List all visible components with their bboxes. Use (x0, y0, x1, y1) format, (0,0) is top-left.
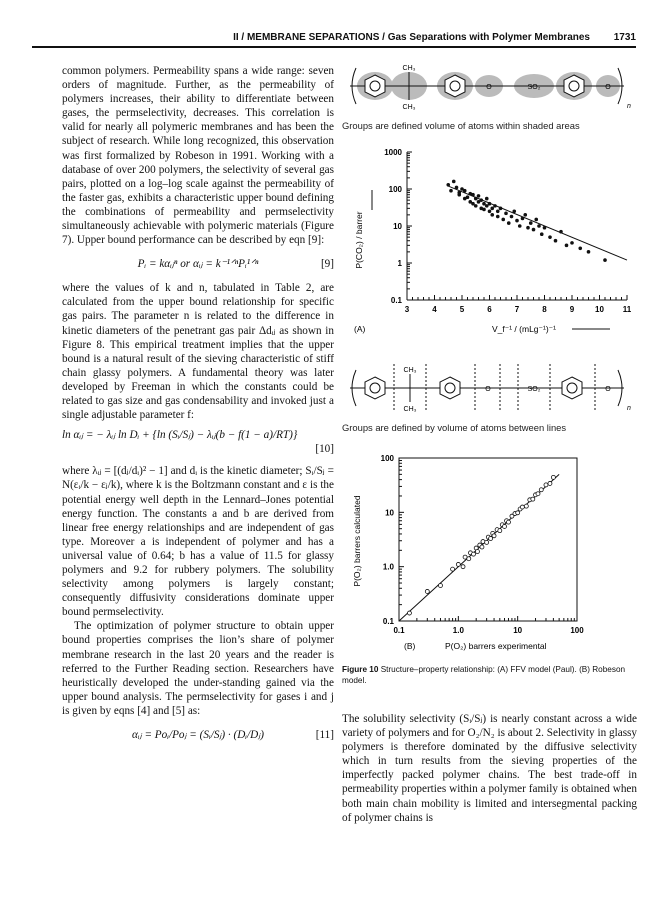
y-axis-label: P(CO₂) / barrer (354, 211, 364, 269)
label-b-o-2: O (605, 386, 611, 393)
data-point (463, 189, 467, 193)
left-column (62, 64, 334, 746)
data-point (507, 221, 511, 225)
equation-9-number: [9] (320, 258, 334, 271)
structure-b (342, 360, 637, 420)
data-point (475, 550, 479, 554)
x-tick-label: 8 (542, 305, 547, 314)
data-point (438, 584, 442, 588)
data-point (479, 198, 483, 202)
y-tick-label: 0.1 (382, 617, 394, 626)
equation-11 (62, 724, 334, 746)
equation-10-body: ln αᵢⱼ = − λᵢⱼ ln Dᵢ + {ln (Sᵢ/Sⱼ) − λᵢⱼ(b − f(1 − a)/RT)} (62, 429, 298, 442)
data-point (548, 235, 552, 239)
data-point (485, 197, 489, 201)
ring-b-2 (440, 377, 460, 399)
label-ch3-bottom: CH₃ (402, 104, 416, 111)
data-point (456, 562, 460, 566)
equation-10-number: [10] (315, 443, 334, 456)
y-tick-label: 10 (385, 508, 394, 518)
label-b-ch3-top: CH₃ (403, 367, 417, 374)
data-point (524, 504, 528, 508)
x-tick-label: 9 (569, 305, 575, 314)
panel-label: (B) (404, 641, 416, 651)
y-axis-label: P(O₂) barrers calculated (352, 495, 362, 587)
benzene-ring-1 (365, 75, 385, 97)
x-tick-label: 4 (432, 305, 437, 314)
y-tick-label: 100 (380, 454, 394, 463)
data-point (512, 209, 516, 213)
data-point (501, 218, 505, 222)
data-point (482, 208, 486, 212)
data-point (534, 218, 538, 222)
label-ch3-top: CH₃ (402, 65, 416, 72)
data-point (536, 492, 540, 496)
data-point (480, 545, 484, 549)
structure-a (342, 58, 637, 118)
data-point (523, 213, 527, 217)
ring-b-1 (365, 377, 385, 399)
x-tick-label: 10 (513, 626, 523, 635)
paragraph-1: common polymers. Permeability spans a wide range: seven orders of magnitude. Further, as the permeability of polymers increases, their ability to differentiate between gases, the permselectivity, decreases. This correlation is valid for nearly all polymeric membranes and has been the subject of research. While long recognized, this observation was first formalized by Robeson in 1991. Working with a database of over 200 polymers, the selectivity of several gas pairs, plotted on a log–log scale against the permeability of the faster gas, exhibits a characteristic upper bound defining the combinations of permeability and permselectivity simultaneously achievable with polymeric materials (Figure 7). Upper bound performance can be described by eqn [9]: (62, 65, 334, 247)
structure-b-caption: Groups are defined by volume of atoms between lines (342, 422, 567, 433)
data-point (467, 557, 471, 561)
panel-label: (A) (354, 324, 366, 334)
data-point (493, 204, 497, 208)
benzene-ring-2 (445, 75, 465, 97)
y-tick-label: 0.1 (390, 296, 402, 305)
data-point (488, 202, 492, 206)
data-point (520, 505, 524, 509)
data-point (455, 186, 459, 190)
x-tick-label: 100 (570, 626, 584, 635)
label-b-so2: SO₂ (527, 386, 541, 393)
data-point (540, 232, 544, 236)
x-axis-label: V_f⁻¹ / (mLg⁻¹)⁻¹ (492, 324, 556, 334)
data-point (496, 209, 500, 213)
data-point (498, 529, 502, 533)
label-n: n (627, 103, 631, 110)
data-point (503, 524, 507, 528)
page-number: 1731 (613, 32, 636, 43)
paragraph-3: where λᵢⱼ = [(dⱼ/dᵢ)² − 1] and dᵢ is the kinetic diameter; Sᵢ/Sⱼ = N(εᵢ/k − εⱼ/k), where k is the Boltzmann constant and ε is the potential energy well depth in the Lennard–Jones potential energy function. The constants a and b are derived from linear free energy relationships and are independent of gas type. Moreover a is independent of polymer and has a universal value of 0.64; b has a value of 11.5 for glassy polymers and 9.2 for rubbery polymers. The solubility selectivity among polymers is largely constant; consequently diffusivity considerations dominate upper bound permselectivity. (62, 465, 334, 619)
data-point (457, 193, 461, 197)
label-b-ch3-bottom: CH₃ (403, 406, 417, 413)
data-point (466, 195, 470, 199)
figure-caption-text: Structure–property relationship: (A) FFV model (Paul). (B) Robeson model. (342, 665, 626, 685)
x-axis-label: P(O₂) barrers experimental (445, 641, 547, 651)
data-point (559, 230, 563, 234)
data-point (539, 488, 543, 492)
benzene-ring-3 (564, 75, 584, 97)
data-point (603, 258, 607, 262)
x-tick-label: 11 (622, 305, 632, 314)
data-point (471, 193, 475, 197)
x-tick-label: 3 (404, 305, 410, 314)
data-point (551, 475, 555, 479)
data-point (526, 226, 530, 230)
data-point (532, 228, 536, 232)
paragraph-2: where the values of k and n, tabulated in Table 2, are calculated from the upper bound relationship for specific gas pairs. The parameter n is related to the difference in kinetic diameters of the penetrant gas pair Δdᵢⱼ as shown in Figure 8. This empirical treatment implies that the upper bound is a natural result of the sieving characteristic of stiff chain glassy polymers. A fundamental theory was later developed by Freeman in which the constants could be related to gas size and gas condensability and invoked just a single adjustable parameter f: (62, 282, 334, 422)
data-point (461, 565, 465, 569)
data-point (504, 212, 508, 216)
equation-9 (62, 253, 334, 275)
label-so2: SO₂ (527, 84, 541, 91)
x-tick-label: 1.0 (452, 626, 464, 635)
data-point (548, 481, 552, 485)
structure-a-caption: Groups are defined volume of atoms within shaded areas (342, 120, 580, 131)
data-point (488, 209, 492, 213)
data-point (451, 567, 455, 571)
data-point (492, 534, 496, 538)
chart-b (342, 446, 637, 658)
figure-label: Figure 10 (342, 665, 379, 674)
data-point (407, 611, 411, 615)
y-tick-label: 1 (397, 259, 402, 268)
data-point (471, 552, 475, 556)
figure-caption (342, 664, 637, 686)
data-point (570, 241, 574, 245)
data-point (578, 246, 582, 250)
data-point (531, 497, 535, 501)
equation-11-number: [11] (315, 729, 334, 742)
data-point (485, 540, 489, 544)
y-tick-label: 100 (388, 185, 402, 194)
label-b-o-1: O (485, 386, 491, 393)
right-paragraph: The solubility selectivity (Sᵢ/Sⱼ) is nearly constant across a wide variety of polymers and for O₂/N₂ is about 2. Selectivity in glassy polymers is therefore dominated by the diffusive selectivity which in turn results from the sieving properties of the imperfectly packed polymer chains. The best trade-off in permeability properties within a polymer family is obtained when both main chain mobility is limited and intersegmental packing of polymer chains is (342, 713, 637, 824)
data-point (529, 221, 533, 225)
data-point (496, 215, 500, 219)
data-point (490, 207, 494, 211)
equation-10 (62, 428, 334, 456)
x-tick-label: 10 (595, 305, 604, 314)
running-header (32, 32, 636, 48)
data-point (489, 536, 493, 540)
data-point (474, 204, 478, 208)
label-o-2: O (605, 84, 611, 91)
data-point (499, 207, 503, 211)
data-point (446, 183, 450, 187)
x-tick-label: 7 (514, 305, 520, 314)
equation-9-body: Pᵢ = kαᵢⱼⁿ or αᵢⱼ = k⁻¹ᐟⁿPᵢ¹ᐟⁿ (137, 258, 259, 271)
right-column-text (342, 712, 637, 825)
data-point (490, 213, 494, 217)
data-point (516, 511, 520, 515)
data-point (506, 520, 510, 524)
x-tick-label: 0.1 (393, 626, 405, 635)
equation-11-body: αᵢⱼ = Poᵢ/Poⱼ = (Sᵢ/Sⱼ) · (Dᵢ/Dⱼ) (132, 729, 264, 742)
data-point (452, 180, 456, 184)
data-point (565, 244, 569, 248)
x-tick-label: 6 (487, 305, 492, 314)
data-point (518, 224, 522, 228)
data-point (474, 197, 478, 201)
data-point (449, 189, 453, 193)
x-tick-label: 5 (459, 305, 465, 314)
data-point (544, 483, 548, 487)
data-point (543, 226, 547, 230)
header-title: II / MEMBRANE SEPARATIONS / Gas Separations with Polymer Membranes (233, 32, 590, 43)
paragraph-4: The optimization of polymer structure to obtain upper bound properties comprises the lion’s share of polymer membrane research in the last 20 years and the reader is referred to the Further Reading section. Researchers have heuristically developed the under-standing gained via the upper bound analysis. The permselectivity for gases i and j is given by eqns [4] and [5] as: (62, 620, 334, 717)
data-point (477, 194, 481, 198)
y-tick-label: 1000 (384, 148, 402, 157)
data-point (554, 239, 558, 243)
data-point (515, 219, 519, 223)
label-o-1: O (486, 84, 492, 91)
ring-b-3 (562, 377, 582, 399)
chart-a (342, 140, 637, 340)
y-tick-label: 1.0 (382, 562, 394, 572)
data-point (510, 215, 514, 219)
data-point (521, 217, 525, 221)
data-point (587, 250, 591, 254)
y-tick-label: 10 (393, 222, 402, 231)
label-b-n: n (627, 405, 631, 412)
data-point (425, 589, 429, 593)
data-point (537, 224, 541, 228)
